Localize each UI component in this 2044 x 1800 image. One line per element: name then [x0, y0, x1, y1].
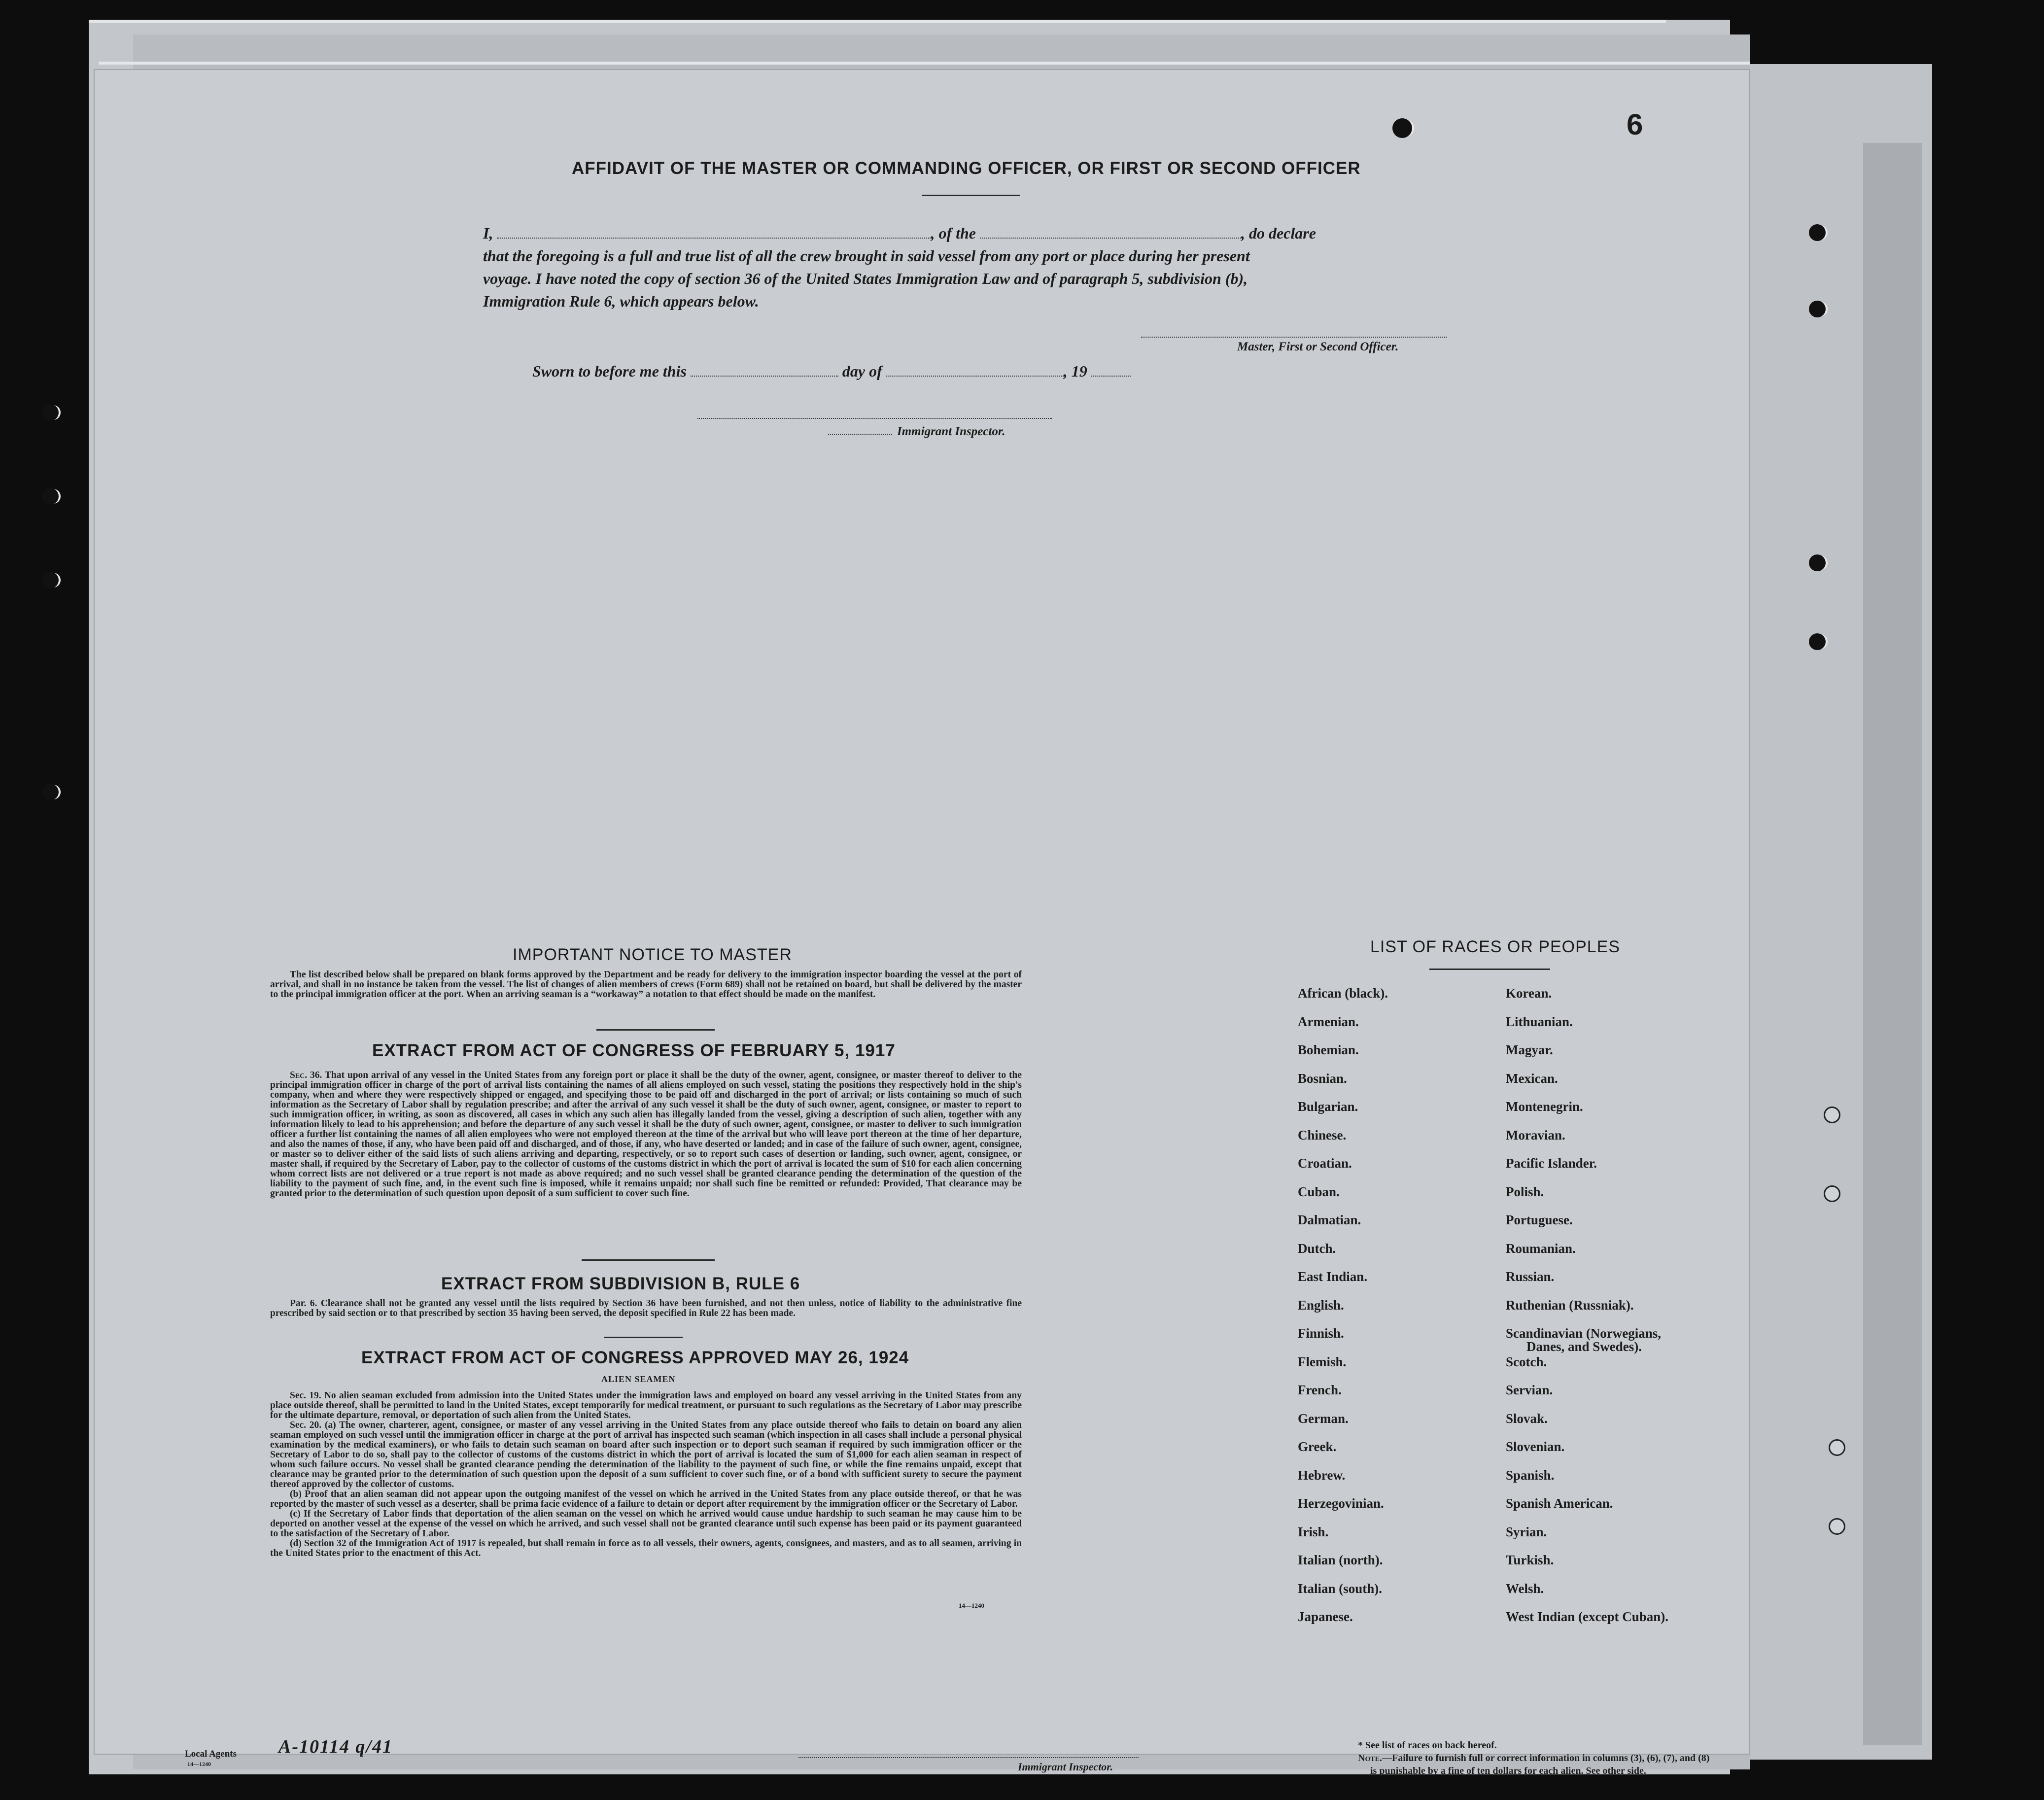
race-item-continued: Danes, and Swedes).: [1526, 1339, 1642, 1354]
race-item: Bohemian.: [1298, 1042, 1359, 1057]
note-line-1: —Failure to furnish full or correct information in columns (3), (6), (7), and (8): [1382, 1753, 1710, 1764]
sec-20b: (b) Proof that an alien seaman did not appear upon the outgoing manifest of the vessel on which he arrived in the United States from any place outside thereof, or that he was reported by the master of such vessel as a deserter, shall be prima facie evidence of a failure to detain or deport after requirement by the immigration officer or the Secretary of Labor.: [270, 1489, 1022, 1509]
race-item: Spanish.: [1506, 1467, 1555, 1483]
form-number: 14—1240: [959, 1602, 984, 1609]
notice-body: [270, 970, 1022, 1000]
handwritten-number: A-10114 q/41: [278, 1736, 393, 1757]
race-item: Scandinavian (Norwegians,: [1506, 1326, 1662, 1341]
punch-hole: [1809, 224, 1826, 241]
race-item-scandinavian: [1506, 1326, 1668, 1354]
race-item: Italian (north).: [1298, 1553, 1383, 1567]
affidavit-line-1: [483, 222, 1469, 244]
race-item: Croatian.: [1298, 1156, 1352, 1171]
punch-hole: [1829, 1439, 1845, 1456]
affidavit-i: I,: [483, 224, 493, 242]
sec-36-label: Sec. 36.: [290, 1070, 322, 1080]
year-text: , 19: [1063, 362, 1087, 380]
inspector-signature-line-2: [828, 434, 892, 435]
footnote-penalty-2: is punishable by a fine of ten dollars for each alien. See other side.: [1370, 1765, 1646, 1776]
race-item: Bulgarian.: [1298, 1099, 1358, 1114]
notice-paragraph: The list described below shall be prepared on blank forms approved by the Department and be ready for delivery to the immigration inspector boarding the vessel at the port of arrival, and shall in no instance be taken from the vessel. The list of changes of alien members of crews (Form 689) shall not be retained on board, but shall be delivered by the master to the principal immigration officer at the port. When an arriving seaman is a “workaway” a notation to that effect should be made on the manifest.: [270, 969, 1022, 1000]
race-item: Portuguese.: [1506, 1212, 1573, 1227]
race-item: East Indian.: [1298, 1269, 1368, 1284]
footer-signature-line: [798, 1757, 1139, 1758]
punch-hole: [42, 572, 59, 588]
race-item: Chinese.: [1298, 1127, 1347, 1142]
year-blank: [1091, 376, 1131, 377]
sec-36-text: That upon arrival of any vessel in the United States from any foreign port or place it shall be the duty of the owner, agent, consignee, or master thereof to deliver to the principal immigration officer in charge of the port of arrival lists containing the names of all aliens employed on such vessel, stating the positions they respectively hold in the ship's company, when and where they were respectively shipped or engaged, and specifying those to be paid off and discharged in the port of arrival; or lists containing so much of such information as the Secretary of Labor shall by regulation prescribe; and after the arrival of any such vessel it shall be the duty of such owner, agent, consignee, or master to report to such immigration officer, in writing, as soon as discovered, all cases in which any such alien has illegally landed from the vessel, giving a description of such alien, together with any information likely to lead to his apprehension; and before the departure of any such vessel it shall be the duty of such owner, agent, consignee, or master to deliver to such immigration officer a further list containing the names of all alien employees who were not employed thereon at the time of the arrival but who will leave port thereon at the time of her departure, and also the names of those, if any, who have been paid off and discharged, and of those, if any, who have deserted or landed; and in case of the failure of such owner, agent, consignee, or master so to deliver either of the said lists of such aliens arriving and departing, respectively, or so to report such cases of desertion or landing, such owner, agent, consignee, or master shall, if required by the Secretary of Labor, pay to the collector of customs of the customs district in which the port of arrival is located the sum of $10 for each alien concerning whom correct lists are not delivered or a true report is not made as above required; and no such vessel shall be granted clearance pending the determination of the question of the liability to the payment of such fine, and, in the event such fine is imposed, while it remains unpaid; nor shall such fine be remitted or refunded: Provided, That clearance may be granted prior to the determination of such question upon deposit of a sum sufficient to cover such fine.: [270, 1070, 1022, 1199]
rule-6-title: EXTRACT FROM SUBDIVISION B, RULE 6: [441, 1274, 800, 1293]
divider: [1429, 969, 1550, 970]
extract-1917-title: EXTRACT FROM ACT OF CONGRESS OF FEBRUARY 5, 1917: [372, 1041, 896, 1060]
page-number: 6: [1627, 108, 1643, 141]
race-item: Italian (south).: [1298, 1581, 1383, 1596]
race-item: Spanish American.: [1506, 1496, 1613, 1511]
affidavit-line-4: Immigration Rule 6, which appears below.: [483, 292, 759, 310]
race-item: Polish.: [1506, 1184, 1544, 1199]
name-blank: [497, 238, 931, 239]
race-item: Bosnian.: [1298, 1071, 1347, 1086]
divider: [596, 1029, 715, 1031]
master-signature-line: [1141, 337, 1447, 338]
race-item: Magyar.: [1506, 1042, 1553, 1057]
race-item: Moravian.: [1506, 1127, 1565, 1142]
vessel-blank: [980, 238, 1241, 239]
race-item: German.: [1298, 1411, 1349, 1426]
day-of-text: day of: [842, 362, 882, 380]
races-column-2: [1506, 986, 1668, 1638]
race-item: Servian.: [1506, 1383, 1553, 1397]
race-item: Finnish.: [1298, 1326, 1344, 1341]
race-item: African (black).: [1298, 986, 1388, 1001]
race-item: Mexican.: [1506, 1071, 1558, 1086]
sec-19: Sec. 19. No alien seaman excluded from admission into the United States under the immigration laws and employed on board any vessel arriving in the United States from any place outside thereof, shall be permitted to land in the United States, except temporarily for medical treatment, or pursuant to such regulations as the Secretary of Labor may prescribe for the ultimate departure, removal, or deportation of such alien from the United States.: [270, 1390, 1022, 1420]
race-item: Turkish.: [1506, 1553, 1554, 1567]
race-item: Herzegovinian.: [1298, 1496, 1384, 1511]
sworn-line: [532, 362, 1131, 381]
punch-hole: [42, 488, 59, 505]
race-item: Roumanian.: [1506, 1241, 1576, 1256]
alien-seamen-subtitle: ALIEN SEAMEN: [601, 1374, 676, 1384]
race-item: Scotch.: [1506, 1354, 1547, 1369]
rule-6-body: [270, 1299, 1022, 1318]
paper-edge-2: [99, 62, 1750, 65]
divider: [922, 195, 1020, 196]
punch-hole: [42, 784, 59, 800]
inspector-signature-line: [697, 418, 1052, 419]
races-column-1: [1298, 986, 1388, 1638]
punch-hole: [1809, 633, 1826, 650]
affidavit-line-3: voyage. I have noted the copy of section 36 of the United States Immigration Law and of paragraph 5, subdivision (b),: [483, 270, 1248, 287]
race-item: Syrian.: [1506, 1524, 1547, 1539]
notice-title: IMPORTANT NOTICE TO MASTER: [513, 945, 792, 964]
divider: [582, 1259, 715, 1261]
sec-20c: (c) If the Secretary of Labor finds that deportation of the alien seaman on the vessel on which he arrived would cause undue hardship to such seaman he may cause him to be deported on another vessel at the expense of the vessel on which he arrived, and such vessel shall not be granted clearance until such expense has been paid or its payment guaranteed to the satisfaction of the Secretary of Labor.: [270, 1509, 1022, 1539]
sec-20d: (d) Section 32 of the Immigration Act of 1917 is repealed, but shall remain in force as to all vessels, their owners, agents, consignees, and masters, and as to all seamen, arriving in the United States prior to the enactment of this Act.: [270, 1538, 1022, 1558]
punch-hole: [42, 404, 59, 421]
race-item: Japanese.: [1298, 1609, 1353, 1624]
punch-hole: [1809, 554, 1826, 571]
local-agents-form: 14—1240: [187, 1761, 211, 1767]
race-item: Dutch.: [1298, 1241, 1336, 1256]
affidavit-title: AFFIDAVIT OF THE MASTER OR COMMANDING OFFICER, OR FIRST OR SECOND OFFICER: [572, 159, 1361, 178]
race-item: French.: [1298, 1383, 1342, 1397]
race-item: Welsh.: [1506, 1581, 1544, 1596]
sec-20a: Sec. 20. (a) The owner, charterer, agent, consignee, or master of any vessel arriving in the United States from any place outside thereof who fails to detain on board any alien seaman employed on such vessel until the immigration officer in charge at the port of arrival has inspected such seaman (which inspection in all cases shall include a personal physical examination by the medical examiners), or who fails to detain such seaman on board after such inspection or to deport such seaman if required by such immigration officer or the Secretary of Labor to do so, shall pay to the collector of customs of the customs district in which the port of arrival is located the sum of $1,000 for each alien seaman in respect of whom such failure occurs. No vessel shall be granted clearance pending the determination of the liability to the payment of such fine, or while the fine remains unpaid, except that clearance may be granted prior to the determination of such question upon the deposit of a sum sufficient to cover such fine, or of a bond with sufficient surety to secure the payment thereof approved by the collector of customs.: [270, 1420, 1022, 1489]
race-item: Pacific Islander.: [1506, 1156, 1597, 1171]
punch-hole: [1809, 301, 1826, 317]
race-item: English.: [1298, 1297, 1344, 1313]
month-blank: [886, 376, 1064, 377]
punch-hole: [1829, 1518, 1845, 1535]
race-item: West Indian (except Cuban).: [1506, 1609, 1669, 1624]
race-item: Dalmatian.: [1298, 1212, 1361, 1227]
race-item: Cuban.: [1298, 1184, 1340, 1199]
punch-hole: [1824, 1185, 1840, 1202]
race-item: Armenian.: [1298, 1014, 1359, 1029]
race-item: Russian.: [1506, 1269, 1555, 1284]
local-agents-label: Local Agents: [185, 1749, 237, 1759]
race-item: Irish.: [1298, 1524, 1329, 1539]
day-blank: [691, 376, 838, 377]
race-item: Greek.: [1298, 1439, 1337, 1454]
race-item: Ruthenian (Russniak).: [1506, 1297, 1634, 1313]
affidavit-of-the: , of the: [931, 224, 976, 242]
footnote-races: * See list of races on back hereof.: [1358, 1740, 1497, 1751]
race-item: Hebrew.: [1298, 1467, 1346, 1483]
extract-1917-body: [270, 1071, 1022, 1199]
inspector-signature-label: Immigrant Inspector.: [897, 425, 1005, 438]
rule-6-paragraph: Par. 6. Clearance shall not be granted any vessel until the lists required by Section 36 have been furnished, and not then unless, notice of liability to the administrative fine prescribed by said section or to that prescribed by section 35 having been served, the deposit specified in Rule 22 has been made.: [270, 1298, 1022, 1318]
underlying-page-edge: [1863, 143, 1922, 1745]
affidavit-text: [483, 222, 1469, 312]
race-item: Korean.: [1506, 986, 1552, 1001]
affidavit-line-2: that the foregoing is a full and true list of all the crew brought in said vessel from any port or place during her present: [483, 247, 1250, 265]
races-title: LIST OF RACES OR PEOPLES: [1370, 937, 1621, 956]
act-1924-title: EXTRACT FROM ACT OF CONGRESS APPROVED MAY 26, 1924: [361, 1348, 909, 1367]
note-label: Note.: [1358, 1753, 1383, 1764]
footer-inspector-label: Immigrant Inspector.: [1018, 1761, 1113, 1773]
sworn-text: Sworn to before me this: [532, 362, 687, 380]
divider: [604, 1337, 683, 1338]
race-item: Flemish.: [1298, 1354, 1347, 1369]
race-item: Montenegrin.: [1506, 1099, 1583, 1114]
punch-hole: [1392, 118, 1412, 138]
master-signature-label: Master, First or Second Officer.: [1237, 340, 1399, 353]
act-1924-body: [270, 1391, 1022, 1558]
footnote-penalty: [1358, 1753, 1709, 1764]
punch-hole: [1824, 1107, 1840, 1123]
paper-edge: [89, 20, 1666, 23]
race-item: Slovak.: [1506, 1411, 1548, 1426]
affidavit-declare: , do declare: [1241, 224, 1316, 242]
race-item: Slovenian.: [1506, 1439, 1565, 1454]
race-item: Lithuanian.: [1506, 1014, 1573, 1029]
